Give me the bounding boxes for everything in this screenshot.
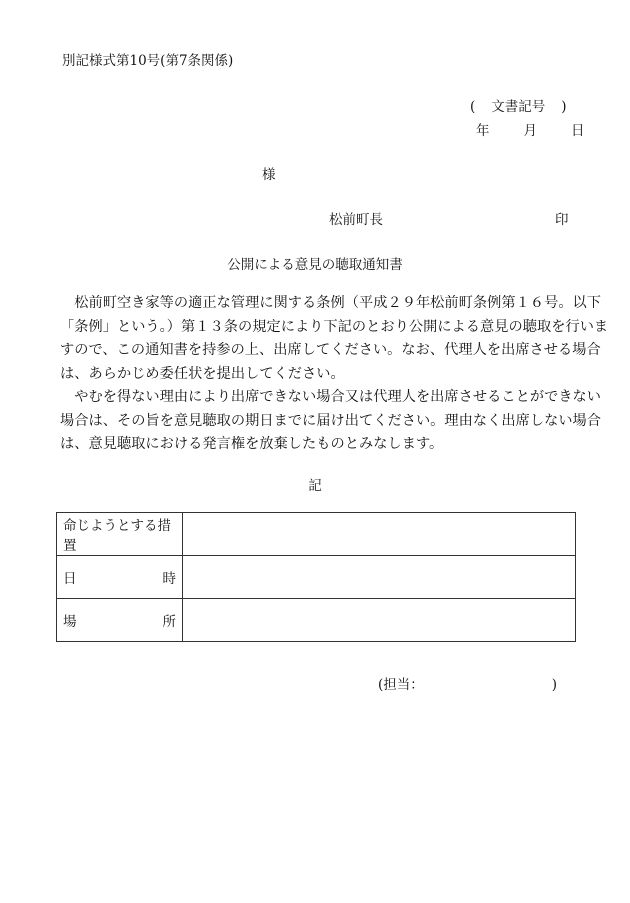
form-number: 別記様式第10号(第7条関係)	[62, 53, 234, 69]
date-line	[476, 119, 585, 139]
body-line: 「条例」という。）第１３条の規定により下記のとおり公開による意見の聴取を行いま	[60, 318, 609, 335]
doc-code-open-paren: (	[470, 99, 476, 115]
body-line: 場合は、その旨を意見聴取の期日までに届け出てください。理由なく出席しない場合	[60, 412, 602, 429]
body-text	[60, 292, 609, 457]
body-paragraph-2	[60, 386, 602, 457]
date-day: 日	[571, 123, 585, 139]
doc-code-label: 文書記号	[491, 99, 546, 115]
body-line: は、意見聴取における発言権を放棄したものとみなします。	[60, 436, 444, 452]
date-year: 年	[476, 123, 490, 139]
body-line: やむを得ない理由により出席できない場合又は代理人を出席させることができない	[60, 389, 602, 405]
sender-name: 松前町長	[329, 212, 383, 228]
document-code	[470, 95, 567, 115]
datetime-label-a: 日	[63, 571, 77, 587]
measure-label-cell	[57, 513, 183, 556]
table-row	[57, 556, 576, 599]
doc-code-close-paren: )	[561, 99, 567, 115]
info-table	[56, 512, 576, 642]
measure-value-cell	[183, 513, 576, 556]
date-month: 月	[523, 123, 537, 139]
datetime-label-b: 時	[162, 571, 176, 587]
body-line: すので、この通知書を持参の上、出席してください。なお、代理人を出席させる場合	[60, 342, 601, 358]
body-paragraph-1	[60, 292, 609, 386]
contact-person	[378, 673, 557, 693]
table-row	[57, 513, 576, 556]
place-label-cell	[57, 599, 183, 642]
body-line: 松前町空き家等の適正な管理に関する条例（平成２９年松前町条例第１６号。以下	[60, 295, 602, 311]
ki-heading: 記	[308, 478, 322, 494]
datetime-label-cell	[57, 556, 183, 599]
document-title: 公開による意見の聴取通知書	[227, 257, 403, 273]
seal-mark: 印	[555, 212, 569, 228]
table-row	[57, 599, 576, 642]
datetime-value-cell	[183, 556, 576, 599]
contact-open: (担当：	[378, 677, 424, 693]
body-line: は、あらかじめ委任状を提出してください。	[60, 365, 345, 382]
place-label-b: 所	[162, 614, 176, 630]
place-label-a: 場	[63, 614, 77, 630]
contact-close: )	[551, 677, 558, 693]
measure-label: 命じようとする措置	[63, 518, 171, 554]
place-value-cell	[183, 599, 576, 642]
addressee-honorific: 様	[262, 167, 276, 183]
